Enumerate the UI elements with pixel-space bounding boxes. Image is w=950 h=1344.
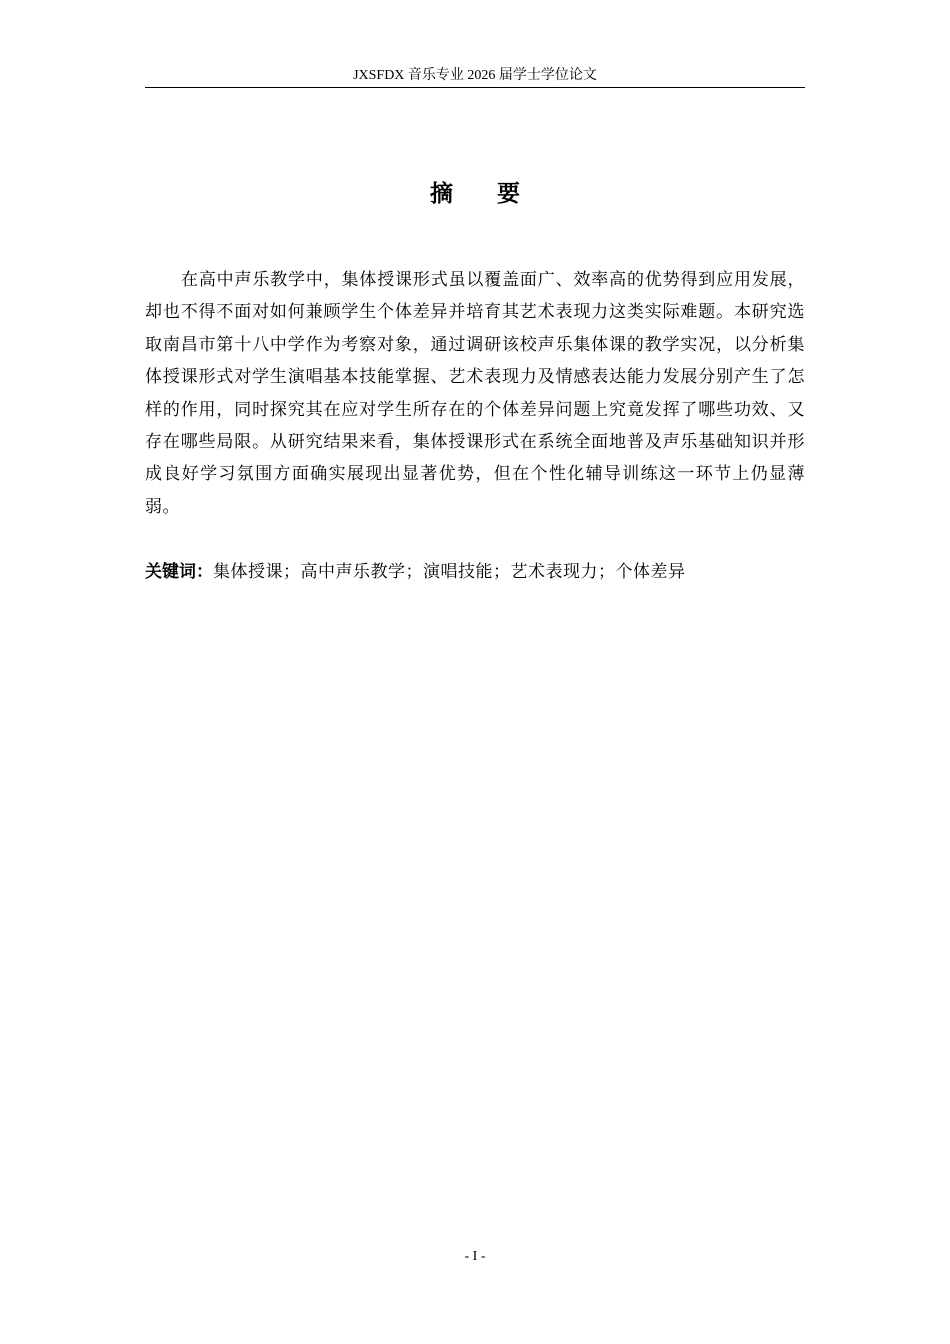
keywords-line xyxy=(145,556,805,588)
keywords-label: 关键词： xyxy=(145,562,213,582)
abstract-body: 在高中声乐教学中，集体授课形式虽以覆盖面广、效率高的优势得到应用发展，却也不得不面对如何兼顾学生个体差异并培育其艺术表现力这类实际难题。本研究选取南昌市第十八中学作为考察对象，通过调研该校声乐集体课的教学实况，以分析集体授课形式对学生演唱基本技能掌握、艺术表现力及情感表达能力发展分别产生了怎样的作用，同时探究其在应对学生所存在的个体差异问题上究竟发挥了哪些功效、又存在哪些局限。从研究结果来看，集体授课形式在系统全面地普及声乐基础知识并形成良好学习氛围方面确实展现出显著优势，但在个性化辅导训练这一环节上仍显薄弱。 xyxy=(145,270,805,517)
page-number: - I - xyxy=(464,1249,486,1264)
running-header: JXSFDX 音乐专业 2026 届学士学位论文 xyxy=(353,68,597,83)
abstract-title: 摘 要 xyxy=(429,181,538,207)
header-rule xyxy=(145,87,805,88)
keywords-text: 集体授课；高中声乐教学；演唱技能；艺术表现力；个体差异 xyxy=(213,562,686,582)
